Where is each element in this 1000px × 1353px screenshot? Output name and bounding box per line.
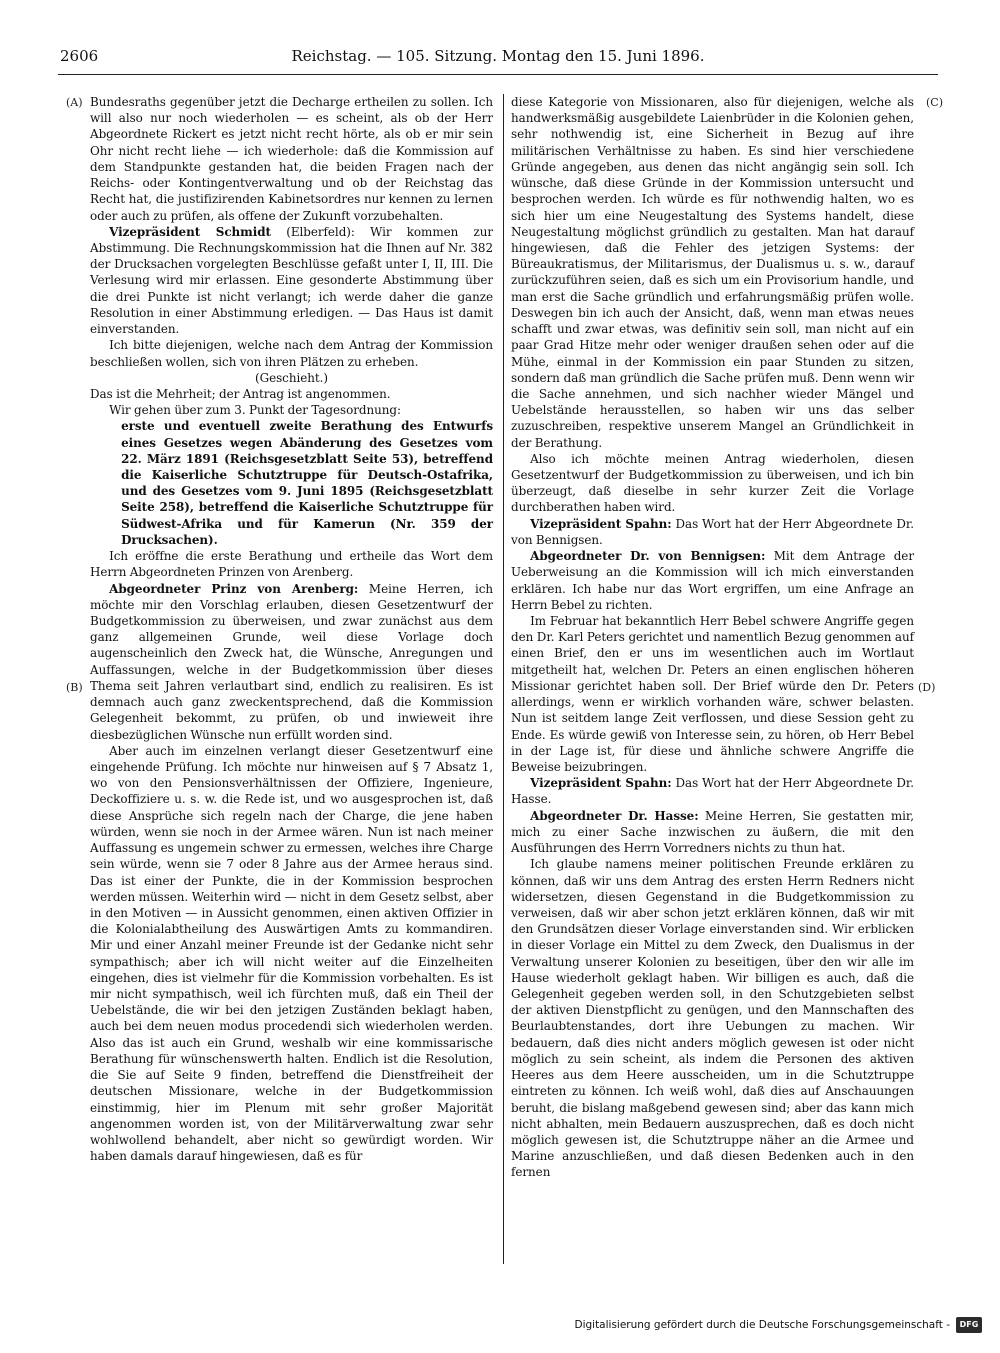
paragraph: Abgeordneter Dr. Hasse: Meine Herren, Sie gestatten mir, mich zu einer Sache inzwischen zu äußern, die mit den Ausführungen des Herrn Vorredners nichts zu thun hat. — [511, 808, 914, 856]
running-header — [58, 46, 938, 70]
dfg-logo-icon: DFG — [956, 1317, 982, 1333]
paragraph: diese Kategorie von Missionaren, also für diejenigen, welche als handwerksmäßig ausgebildete Laienbrüder in die Kolonien gehen, sehr nothwendig ist, eine Sicherheit in Bezug auf ihre militärischen Verhältnisse zu haben. Es sind hier verschiedene Gründe angegeben, aus denen das nicht angängig sein soll. Ich wünsche, daß diese Gründe in der Kommission untersucht und besprochen werden. Ich würde es für nothwendig halten, wo es sich hier um eine Neugestaltung des Systems handelt, diese Neugestaltung möglichst gründlich zu gestalten. Man hat darauf hingewiesen, daß die Fehler des jetzigen Systems: der Büreaukratismus, der Militarismus, der Dualismus u. s. w., darauf zurückzuführen seien, daß es sich um ein Provisorium handle, und man erst die Sache gründlich und erfahrungsmäßig prüfen wolle. Deswegen bin ich auch der Ansicht, daß, wenn man etwas neues schafft und zwar etwas, was definitiv sein soll, man nicht auf ein paar Grad Hitze mehr oder weniger draußen sehen oder auf die Mühe, einmal in der Kommission ein paar Stunden zu sitzen, sondern daß man gründlich die Sache prüfen muß. Denn wenn wir die Sache annehmen, und sich nachher wieder Mängel und Uebelstände herausstellen, so haben wir uns das selber zuzuschreiben, respektive unserem Mangel an Gründlichkeit in der Berathung. — [511, 95, 914, 450]
speaker-name: Abgeordneter Prinz von Arenberg: — [109, 581, 359, 596]
paragraph: Abgeordneter Dr. von Bennigsen: Mit dem Antrage der Ueberweisung an die Kommission will ich mich einverstanden erklären. Ich habe nur das Wort ergriffen, um eine Anfrage an Herrn Bebel zu richten. — [511, 549, 914, 612]
margin-marker-c: (C) — [926, 96, 943, 109]
stage-note: (Geschieht.) — [255, 370, 328, 385]
speaker-name: Abgeordneter Dr. von Bennigsen: — [530, 549, 766, 564]
paragraph: Ich eröffne die erste Berathung und ertheile das Wort dem Herrn Abgeordneten Prinzen von Arenberg. — [90, 549, 493, 580]
footer-text: Digitalisierung gefördert durch die Deutsche Forschungsgemeinschaft - — [574, 1319, 950, 1331]
paragraph: Vizepräsident Schmidt (Elberfeld): Wir kommen zur Abstimmung. Die Rechnungskommission hat die Ihnen auf Nr. 382 der Drucksachen vorgelegten Beschlüsse gefaßt unter I, II, III. Die Verlesung wird mir erlassen. Eine gesonderte Abstimmung über die drei Punkte ist nicht verlangt; ich werde daher die ganze Resolution in einer Abstimmung erledigen. — Das Haus ist damit einverstanden. — [90, 224, 493, 337]
page-title: Reichstag. — 105. Sitzung. Montag den 15. Juni 1896. — [291, 47, 705, 65]
speaker-name: Vizepräsident Schmidt — [109, 224, 272, 239]
right-column — [511, 94, 914, 1181]
paragraph: Also ich möchte meinen Antrag wiederholen, diesen Gesetzentwurf der Budgetkommission zu überweisen, und ich bin überzeugt, daß dieselbe in sehr kurzer Zeit die Vorlage durchberathen haben wird. — [511, 451, 914, 515]
paragraph: Wir gehen über zum 3. Punkt der Tagesordnung: — [109, 403, 401, 418]
speaker-name: Abgeordneter Dr. Hasse: — [530, 808, 699, 823]
paragraph: Vizepräsident Spahn: Das Wort hat der Herr Abgeordnete Dr. von Bennigsen. — [511, 516, 915, 547]
paragraph: Ich glaube namens meiner politischen Freunde erklären zu können, daß wir uns dem Antrag des ersten Herrn Redners nicht widersetzen, diesen Gegenstand in die Budgetkommission zu verweisen, daß wir aber schon jetzt erklären können, daß wir mit den Grundsätzen dieser Vorlage einverstanden sind. Wir erblicken in dieser Vorlage ein Mittel zu dem Zweck, den Dualismus in der Verwaltung unserer Kolonien zu beseitigen, über den wir alle im Hause wiederholt geklagt haben. Wir billigen es auch, daß die Gelegenheit gegeben werden soll, in den Schutzgebieten selbst der aktiven Dienstpflicht zu genügen, und den Mannschaften des Beurlaubtenstandes, dort ihre Uebungen zu machen. Wir bedauern, daß dies nicht anders möglich gewesen ist oder nicht möglich zu sein scheint, als indem die Personen des aktiven Heeres aus dem Heere ausscheiden, um in die Schutztruppe eintreten zu können. Ich weiß wohl, daß dies auf Anschauungen beruht, die bislang maßgebend gewesen sind; aber das kann mich nicht abhalten, mein Bedauern auszusprechen, daß es doch nicht möglich gewesen ist, die Schutztruppe näher an die Armee und Marine anzuschließen, und daß diesen Bedenken auch in den fernen — [511, 857, 914, 1180]
paragraph: Das ist die Mehrheit; der Antrag ist angenommen. — [90, 386, 391, 401]
paragraph: Bundesraths gegenüber jetzt die Decharge ertheilen zu sollen. Ich will also nur noch wiederholen — es scheint, als ob der Herr Abgeordnete Rickert es jetzt nicht recht hörte, als ob er mir sein Ohr nicht recht liehe — ich wiederhole: daß die Kommission auf dem Standpunkte gestanden hat, die beiden Fragen nach der Reichs- oder Kontingentverwaltung und ob der Reichstag das Recht hat, die justifizirenden Kabinetsordres nur kennen zu lernen oder auch zu prüfen, als offene der Zukunft vorzubehalten. — [90, 95, 493, 223]
paragraph: Vizepräsident Spahn: Das Wort hat der Herr Abgeordnete Dr. Hasse. — [511, 776, 915, 807]
column-divider — [503, 94, 504, 1264]
footer-credit — [574, 1314, 982, 1336]
paragraph: Aber auch im einzelnen verlangt dieser Gesetzentwurf eine eingehende Prüfung. Ich möchte nur hinweisen auf § 7 Absatz 1, wo von den Pensionsverhältnissen der Offiziere, Ingenieure, Deckoffiziere u. s. w. die Rede ist, und wo ausgesprochen ist, daß diese Ansprüche sich regeln nach der Charge, die jene haben würden, wenn sie noch in der Armee wären. Nun ist nach meiner Auffassung es ungemein schwer zu ermessen, welches ihre Charge sein würde, wenn sie 7 oder 8 Jahre aus der Armee heraus sind. Das ist einer der Punkte, die in der Kommission besprochen werden müssen. Weiterhin wird — nicht in dem Gesetz selbst, aber in den Motiven — in Aussicht genommen, einen aktiven Offizier in die Kolonialabtheilung des Auswärtigen Amts zu kommandiren. Mir und einer Anzahl meiner Freunde ist der Gedanke nicht sehr sympathisch; aber ich will nicht weiter auf die Einzelheiten eingehen, dies ist vielmehr für die Kommission vorbehalten. Es ist mir nicht sympathisch, weil ich fürchten muß, daß ein Theil der Uebelstände, die wir bei den jetzigen Zuständen beklagt haben, auch bei dem neuen modus procedendi sich wiederholen werden. Also das ist auch ein Grund, weshalb wir eine kommissarische Berathung für wünschenswerth halten. Endlich ist die Resolution, die Sie auf Seite 9 finden, betreffend die Dienstfreiheit der deutschen Missionare, welche in der Budgetkommission einstimmig, hier im Plenum mit sehr großer Majorität angenommen worden ist, von der Militärverwaltung zwar sehr wohlwollend behandelt, aber nicht so gewürdigt worden. Wir haben damals darauf hingewiesen, daß es für — [90, 743, 493, 1164]
page-number: 2606 — [60, 47, 99, 65]
paragraph: Abgeordneter Prinz von Arenberg: Meine Herren, ich möchte mir den Vorschlag erlauben, diesen Gesetzentwurf der Budgetkommission zu überweisen, und zwar zunächst aus dem ganz allgemeinen Grunde, weil diese Vorlage doch augenscheinlich den Zweck hat, die Wünsche, Anregungen und Auffassungen, welche in der Budgetkommission über dieses Thema seit Jahren verlautbart sind, endlich zu realisiren. Es ist demnach auch ganz zweckentsprechend, daß die Kommission Gelegenheit bekommt, zu prüfen, ob und inwieweit ihre diesbezüglichen Wünsche nun erfüllt worden sind. — [90, 581, 493, 742]
agenda-motion: erste und eventuell zweite Berathung des Entwurfs eines Gesetzes wegen Abänderung des Gesetzes vom 22. März 1891 (Reichsgesetzblatt Seite 53), betreffend die Kaiserliche Schutztruppe für Deutsch-Ostafrika, und des Gesetzes vom 9. Juni 1895 (Reichsgesetzblatt Seite 258), betreffend die Kaiserliche Schutztruppe für Südwest-Afrika und für Kamerun (Nr. 359 der Drucksachen). — [121, 419, 493, 547]
margin-marker-d: (D) — [918, 681, 936, 694]
speaker-name: Vizepräsident Spahn: — [530, 776, 672, 791]
margin-marker-b: (B) — [66, 681, 83, 694]
header-rule — [58, 74, 938, 75]
paragraph: Im Februar hat bekanntlich Herr Bebel schwere Angriffe gegen den Dr. Karl Peters gerichtet und namentlich Bezug genommen auf einen Brief, den er uns im wesentlichen auch im Wortlaut mitgetheilt hat, welchen Dr. Peters an einen englischen höheren Missionar gerichtet haben soll. Der Brief würde den Dr. Peters allerdings, wenn er wirklich vorhanden wäre, schwer belasten. Nun ist seitdem lange Zeit verflossen, und diese Session geht zu Ende. Es würde gewiß von Interesse sein, zu hören, ob Herr Bebel in der Lage ist, für diese und ähnliche schwere Angriffe die Beweise beizubringen. — [511, 614, 914, 774]
paragraph: Ich bitte diejenigen, welche nach dem Antrag der Kommission beschließen wollen, sich von ihren Plätzen zu erheben. — [90, 338, 493, 369]
speaker-name: Vizepräsident Spahn: — [530, 516, 672, 531]
left-column — [90, 94, 493, 1164]
margin-marker-a: (A) — [66, 96, 83, 109]
